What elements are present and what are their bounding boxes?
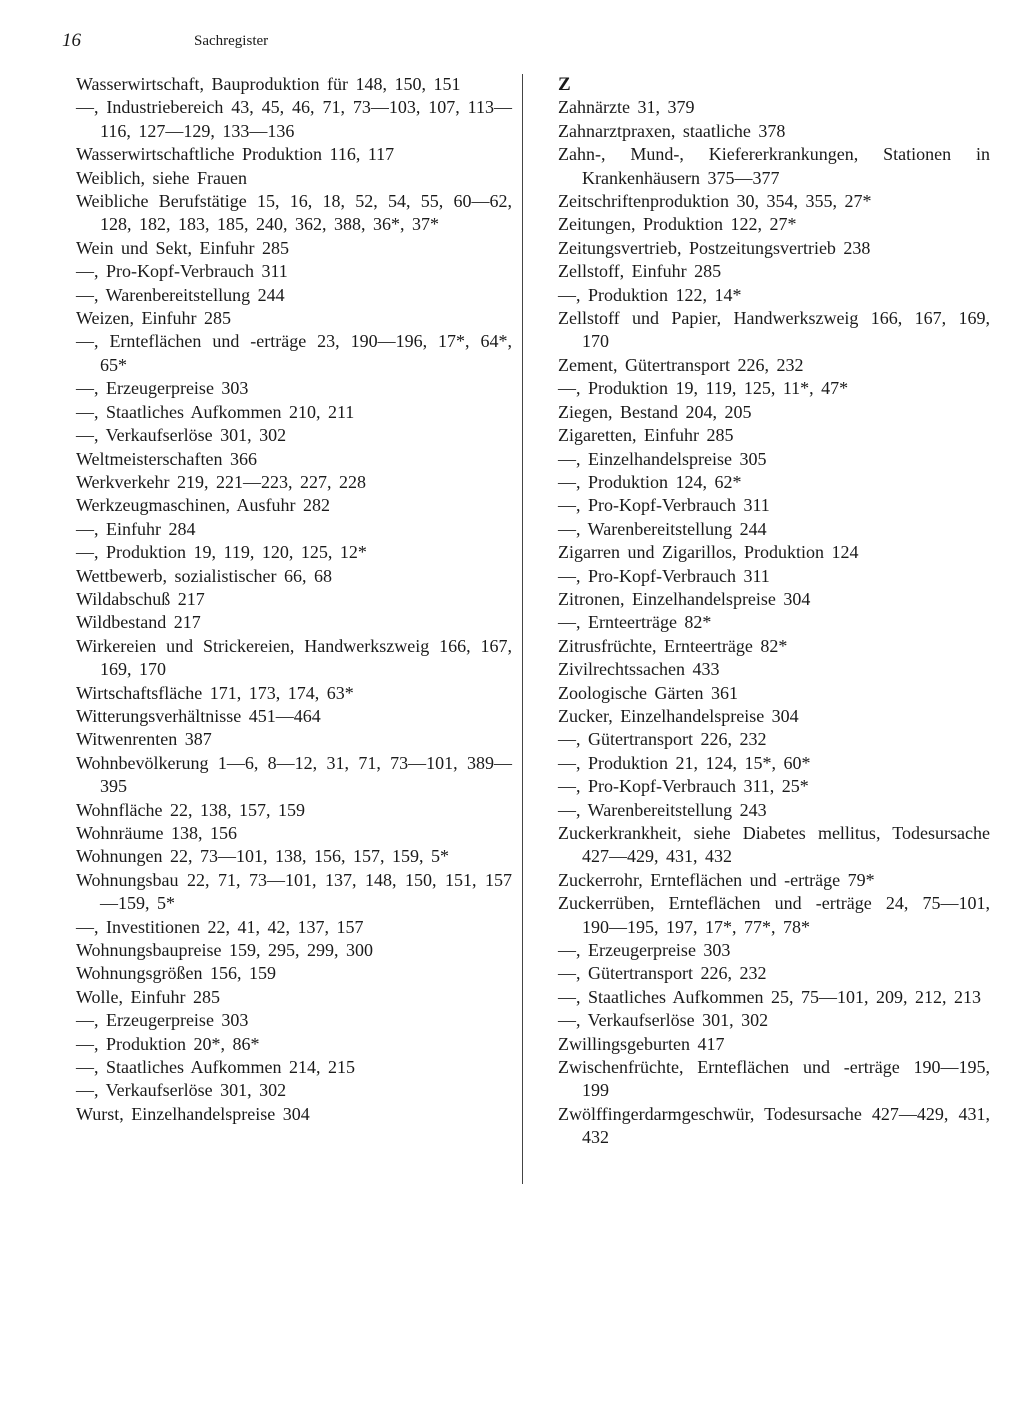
- index-entry: —, Produktion 124, 62*: [558, 471, 742, 492]
- index-entry: Zeitschriftenproduktion 30, 354, 355, 27*: [558, 191, 872, 212]
- index-entry: Werkverkehr 219, 221—223, 227, 228: [76, 471, 366, 492]
- index-entry: Wildabschuß 217: [76, 588, 205, 609]
- section-letter: Z: [558, 74, 571, 95]
- index-entry: —, Staatliches Aufkommen 25, 75—101, 209, 212, 213: [558, 986, 981, 1007]
- index-entry: Zeitungen, Produktion 122, 27*: [558, 214, 797, 235]
- index-entry: —, Staatliches Aufkommen 210, 211: [76, 401, 355, 422]
- index-entry: Zitronen, Einzelhandelspreise 304: [558, 588, 811, 609]
- index-column-right: [558, 73, 990, 1150]
- index-entry: —, Verkaufserlöse 301, 302: [76, 425, 287, 446]
- index-entry: Witterungsverhältnisse 451—464: [76, 705, 321, 726]
- index-entry: Wohnungsbaupreise 159, 295, 299, 300: [76, 940, 374, 961]
- index-entry: —, Erzeugerpreise 303: [558, 940, 731, 961]
- index-entry: —, Warenbereitstellung 244: [76, 284, 285, 305]
- index-entry: Wurst, Einzelhandelspreise 304: [76, 1103, 310, 1124]
- column-divider: [522, 74, 523, 1184]
- index-entry: Wirtschaftsfläche 171, 173, 174, 63*: [76, 682, 354, 703]
- index-entry: Zahn-, Mund-, Kiefererkrankungen, Stationen in Krankenhäusern 375—377: [558, 144, 990, 188]
- index-entry: Zuckerkrankheit, siehe Diabetes mellitus, Todesursache 427—429, 431, 432: [558, 823, 990, 867]
- index-entry: —, Gütertransport 226, 232: [558, 963, 767, 984]
- running-title: Sachregister: [194, 33, 269, 49]
- index-entry: Zellstoff, Einfuhr 285: [558, 261, 722, 282]
- index-entry: —, Produktion 20*, 86*: [76, 1033, 260, 1054]
- index-entry: Zuckerrüben, Ernteflächen und -erträge 24, 75—101, 190—195, 197, 17*, 77*, 78*: [558, 893, 990, 937]
- index-entry: Wildbestand 217: [76, 612, 201, 633]
- index-entry: —, Staatliches Aufkommen 214, 215: [76, 1057, 355, 1078]
- index-entry: —, Warenbereitstellung 244: [558, 518, 767, 539]
- index-entry: —, Produktion 122, 14*: [558, 284, 742, 305]
- index-entry: Zuckerrohr, Ernteflächen und -erträge 79*: [558, 869, 875, 890]
- index-column-left: [76, 73, 512, 1126]
- index-entry: Wohnungsgrößen 156, 159: [76, 963, 277, 984]
- index-entry: —, Erzeugerpreise 303: [76, 378, 249, 399]
- index-entry: Zigaretten, Einfuhr 285: [558, 425, 734, 446]
- index-entry: Wohnungen 22, 73—101, 138, 156, 157, 159, 5*: [76, 846, 450, 867]
- index-entry: Weizen, Einfuhr 285: [76, 308, 232, 329]
- index-entry: Wettbewerb, sozialistischer 66, 68: [76, 565, 332, 586]
- index-entry: Zivilrechtssachen 433: [558, 659, 720, 680]
- index-entry: Zellstoff und Papier, Handwerkszweig 166, 167, 169, 170: [558, 308, 990, 352]
- index-entry: —, Industriebereich 43, 45, 46, 71, 73—103, 107, 113—116, 127—129, 133—136: [76, 97, 512, 141]
- index-entry: Wohnfläche 22, 138, 157, 159: [76, 799, 306, 820]
- index-entry: —, Einzelhandelspreise 305: [558, 448, 767, 469]
- index-entry: Werkzeugmaschinen, Ausfuhr 282: [76, 495, 330, 516]
- index-entry: —, Investitionen 22, 41, 42, 137, 157: [76, 916, 364, 937]
- index-entry: Wirkereien und Strickereien, Handwerkszweig 166, 167, 169, 170: [76, 635, 512, 680]
- index-entry: —, Einfuhr 284: [76, 518, 196, 539]
- index-entry: —, Pro-Kopf-Verbrauch 311: [76, 261, 288, 282]
- index-entry: Ziegen, Bestand 204, 205: [558, 401, 752, 422]
- index-entry: Wohnungsbau 22, 71, 73—101, 137, 148, 150, 151, 157—159, 5*: [76, 869, 512, 914]
- index-entry: Zwölffingerdarmgeschwür, Todesursache 427—429, 431, 432: [558, 1103, 990, 1148]
- index-entry: —, Ernteflächen und -erträge 23, 190—196, 17*, 64*, 65*: [76, 331, 512, 375]
- index-entry: Zwillingsgeburten 417: [558, 1033, 725, 1054]
- index-entry: —, Erzeugerpreise 303: [76, 1010, 249, 1031]
- index-entry: Weltmeisterschaften 366: [76, 448, 257, 469]
- index-entry: Weibliche Berufstätige 15, 16, 18, 52, 54, 55, 60—62, 128, 182, 183, 185, 240, 362, 388, 36*, 37*: [76, 191, 512, 235]
- index-entry: Wolle, Einfuhr 285: [76, 986, 221, 1007]
- index-entry: Zahnarztpraxen, staatliche 378: [558, 120, 786, 141]
- index-entry: Zigarren und Zigarillos, Produktion 124: [558, 542, 859, 563]
- index-entry: Wasserwirtschaftliche Produktion 116, 117: [76, 144, 395, 165]
- index-entry: —, Produktion 19, 119, 120, 125, 12*: [76, 542, 367, 563]
- index-entry: —, Pro-Kopf-Verbrauch 311: [558, 565, 770, 586]
- index-entry: —, Pro-Kopf-Verbrauch 311, 25*: [558, 776, 809, 797]
- index-entry: Wein und Sekt, Einfuhr 285: [76, 237, 290, 258]
- index-entry: Zitrusfrüchte, Ernteerträge 82*: [558, 635, 788, 656]
- index-entry: Zoologische Gärten 361: [558, 682, 738, 703]
- index-entry: —, Verkaufserlöse 301, 302: [558, 1010, 769, 1031]
- index-entry: Zeitungsvertrieb, Postzeitungsvertrieb 238: [558, 237, 871, 258]
- index-entry: Zwischenfrüchte, Ernteflächen und -erträge 190—195, 199: [558, 1057, 990, 1101]
- index-entry: —, Gütertransport 226, 232: [558, 729, 767, 750]
- page-number: 16: [62, 30, 81, 51]
- index-entry: —, Produktion 19, 119, 125, 11*, 47*: [558, 378, 849, 399]
- index-entry: —, Pro-Kopf-Verbrauch 311: [558, 495, 770, 516]
- index-entry: —, Warenbereitstellung 243: [558, 799, 767, 820]
- index-entry: —, Verkaufserlöse 301, 302: [76, 1080, 287, 1101]
- index-entry: —, Ernteerträge 82*: [558, 612, 712, 633]
- index-entry: Wohnräume 138, 156: [76, 823, 238, 843]
- index-entry: Weiblich, siehe Frauen: [76, 167, 247, 188]
- index-entry: Zucker, Einzelhandelspreise 304: [558, 705, 799, 726]
- index-entry: Wohnbevölkerung 1—6, 8—12, 31, 71, 73—101, 389—395: [76, 752, 512, 797]
- index-entry: —, Produktion 21, 124, 15*, 60*: [558, 752, 811, 773]
- index-entry: Wasserwirtschaft, Bauproduktion für 148, 150, 151: [76, 74, 461, 94]
- index-entry: Zahnärzte 31, 379: [558, 97, 695, 118]
- index-entry: Witwenrenten 387: [76, 729, 212, 750]
- index-entry: Zement, Gütertransport 226, 232: [558, 354, 804, 375]
